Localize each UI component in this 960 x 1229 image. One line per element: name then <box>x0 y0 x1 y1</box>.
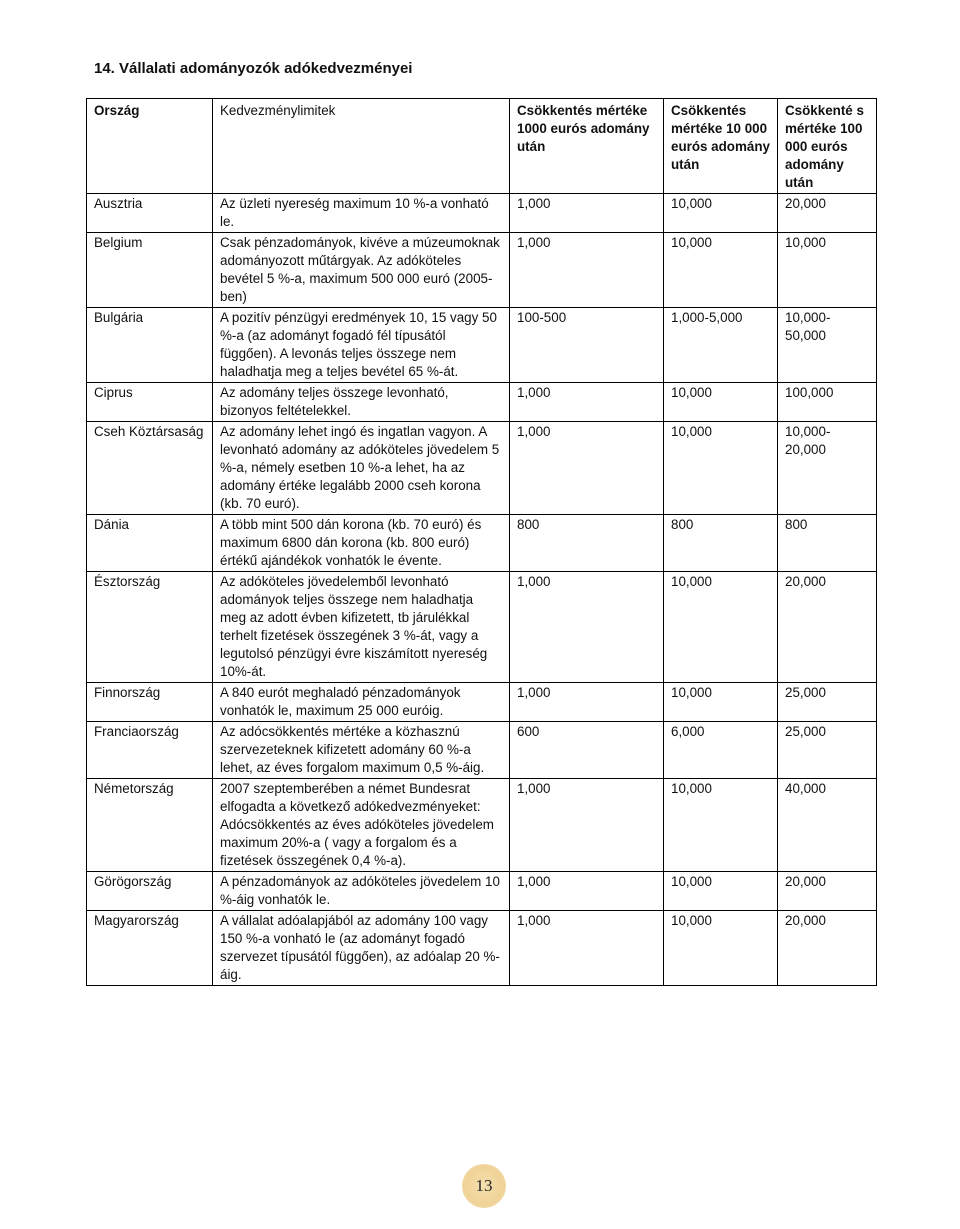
reduction-10000-cell: 10,000 <box>664 683 778 722</box>
limits-cell: Az adomány lehet ingó és ingatlan vagyon. A levonható adomány az adóköteles jövedelem 5 %-a, némely esetben 10 %-a lehet, ha az adomány értéke legalább 2000 cseh korona (kb. 70 euró). <box>213 422 510 515</box>
table-row <box>87 572 877 683</box>
table-row <box>87 683 877 722</box>
reduction-10000-cell: 10,000 <box>664 233 778 308</box>
header-limits: Kedvezménylimitek <box>213 99 510 194</box>
reduction-100000-cell: 25,000 <box>778 683 877 722</box>
reduction-10000-cell: 10,000 <box>664 779 778 872</box>
country-cell: Franciaország <box>87 722 213 779</box>
header-reduction-10000: Csökkentés mértéke 10 000 eurós adomány után <box>664 99 778 194</box>
limits-cell: Az üzleti nyereség maximum 10 %-a vonható le. <box>213 194 510 233</box>
table-header-row <box>87 99 877 194</box>
limits-cell: A vállalat adóalapjából az adomány 100 vagy 150 %-a vonható le (az adományt fogadó szervezet típusától függően), az adóalap 20 %-áig. <box>213 911 510 986</box>
reduction-100000-cell: 20,000 <box>778 572 877 683</box>
reduction-10000-cell: 800 <box>664 515 778 572</box>
country-cell: Görögország <box>87 872 213 911</box>
country-cell: Észtország <box>87 572 213 683</box>
reduction-10000-cell: 10,000 <box>664 872 778 911</box>
limits-cell: Csak pénzadományok, kivéve a múzeumoknak adományozott műtárgyak. Az adóköteles bevétel 5 %-a, maximum 500 000 euró (2005-ben) <box>213 233 510 308</box>
country-cell: Magyarország <box>87 911 213 986</box>
reduction-1000-cell: 1,000 <box>510 233 664 308</box>
country-cell: Németország <box>87 779 213 872</box>
reduction-10000-cell: 10,000 <box>664 572 778 683</box>
header-reduction-100000: Csökkenté s mértéke 100 000 eurós adomány után <box>778 99 877 194</box>
limits-cell: A pénzadományok az adóköteles jövedelem 10 %-áig vonhatók le. <box>213 872 510 911</box>
country-cell: Dánia <box>87 515 213 572</box>
reduction-1000-cell: 600 <box>510 722 664 779</box>
reduction-1000-cell: 1,000 <box>510 779 664 872</box>
reduction-100000-cell: 20,000 <box>778 194 877 233</box>
reduction-1000-cell: 1,000 <box>510 194 664 233</box>
reduction-1000-cell: 100-500 <box>510 308 664 383</box>
header-reduction-1000: Csökkentés mértéke 1000 eurós adomány után <box>510 99 664 194</box>
header-country: Ország <box>87 99 213 194</box>
limits-cell: Az adócsökkentés mértéke a közhasznú szervezeteknek kifizetett adomány 60 %-a lehet, az éves forgalom maximum 0,5 %-áig. <box>213 722 510 779</box>
country-cell: Ciprus <box>87 383 213 422</box>
reduction-1000-cell: 1,000 <box>510 422 664 515</box>
table-row <box>87 779 877 872</box>
reduction-100000-cell: 40,000 <box>778 779 877 872</box>
reduction-1000-cell: 800 <box>510 515 664 572</box>
reduction-1000-cell: 1,000 <box>510 683 664 722</box>
limits-cell: 2007 szeptemberében a német Bundesrat elfogadta a következő adókedvezményeket: Adócsökkentés az éves adóköteles jövedelem maximum 20%-a ( vagy a forgalom és a fizetések összegének 0,4 %-a). <box>213 779 510 872</box>
limits-cell: Az adóköteles jövedelemből levonható adományok teljes összege nem haladhatja meg az adott évben kifizetett, tb járulékkal terhelt fizetések összegének 3 %-át, vagy a legutolsó pénzügyi évre kiszámított nyereség 10%-át. <box>213 572 510 683</box>
table-body <box>87 194 877 986</box>
reduction-1000-cell: 1,000 <box>510 572 664 683</box>
reduction-100000-cell: 10,000 <box>778 233 877 308</box>
reduction-100000-cell: 800 <box>778 515 877 572</box>
reduction-10000-cell: 1,000-5,000 <box>664 308 778 383</box>
limits-cell: A több mint 500 dán korona (kb. 70 euró) és maximum 6800 dán korona (kb. 800 euró) értékű ajándékok vonhatók le évente. <box>213 515 510 572</box>
reduction-100000-cell: 10,000-50,000 <box>778 308 877 383</box>
reduction-100000-cell: 20,000 <box>778 911 877 986</box>
reduction-100000-cell: 25,000 <box>778 722 877 779</box>
page-number: 13 <box>475 1176 493 1195</box>
donation-tax-table <box>86 98 877 986</box>
country-cell: Ausztria <box>87 194 213 233</box>
table-row <box>87 194 877 233</box>
reduction-10000-cell: 10,000 <box>664 422 778 515</box>
reduction-10000-cell: 10,000 <box>664 911 778 986</box>
country-cell: Cseh Köztársaság <box>87 422 213 515</box>
limits-cell: A 840 eurót meghaladó pénzadományok vonhatók le, maximum 25 000 euróig. <box>213 683 510 722</box>
table-row <box>87 422 877 515</box>
country-cell: Finnország <box>87 683 213 722</box>
table-row <box>87 515 877 572</box>
table-row <box>87 308 877 383</box>
table-row <box>87 383 877 422</box>
reduction-100000-cell: 10,000-20,000 <box>778 422 877 515</box>
country-cell: Bulgária <box>87 308 213 383</box>
table-row <box>87 233 877 308</box>
limits-cell: A pozitív pénzügyi eredmények 10, 15 vagy 50 %-a (az adományt fogadó fél típusától függően). A levonás teljes összege nem haladhatja meg a teljes bevétel 65 %-át. <box>213 308 510 383</box>
page-title: 14. Vállalati adományozók adókedvezményei <box>94 60 413 77</box>
reduction-1000-cell: 1,000 <box>510 872 664 911</box>
page-number-badge <box>462 1164 506 1208</box>
table-row <box>87 722 877 779</box>
table-row <box>87 911 877 986</box>
country-cell: Belgium <box>87 233 213 308</box>
reduction-100000-cell: 20,000 <box>778 872 877 911</box>
reduction-10000-cell: 6,000 <box>664 722 778 779</box>
table-row <box>87 872 877 911</box>
reduction-100000-cell: 100,000 <box>778 383 877 422</box>
limits-cell: Az adomány teljes összege levonható, bizonyos feltételekkel. <box>213 383 510 422</box>
reduction-1000-cell: 1,000 <box>510 911 664 986</box>
reduction-10000-cell: 10,000 <box>664 194 778 233</box>
reduction-1000-cell: 1,000 <box>510 383 664 422</box>
reduction-10000-cell: 10,000 <box>664 383 778 422</box>
